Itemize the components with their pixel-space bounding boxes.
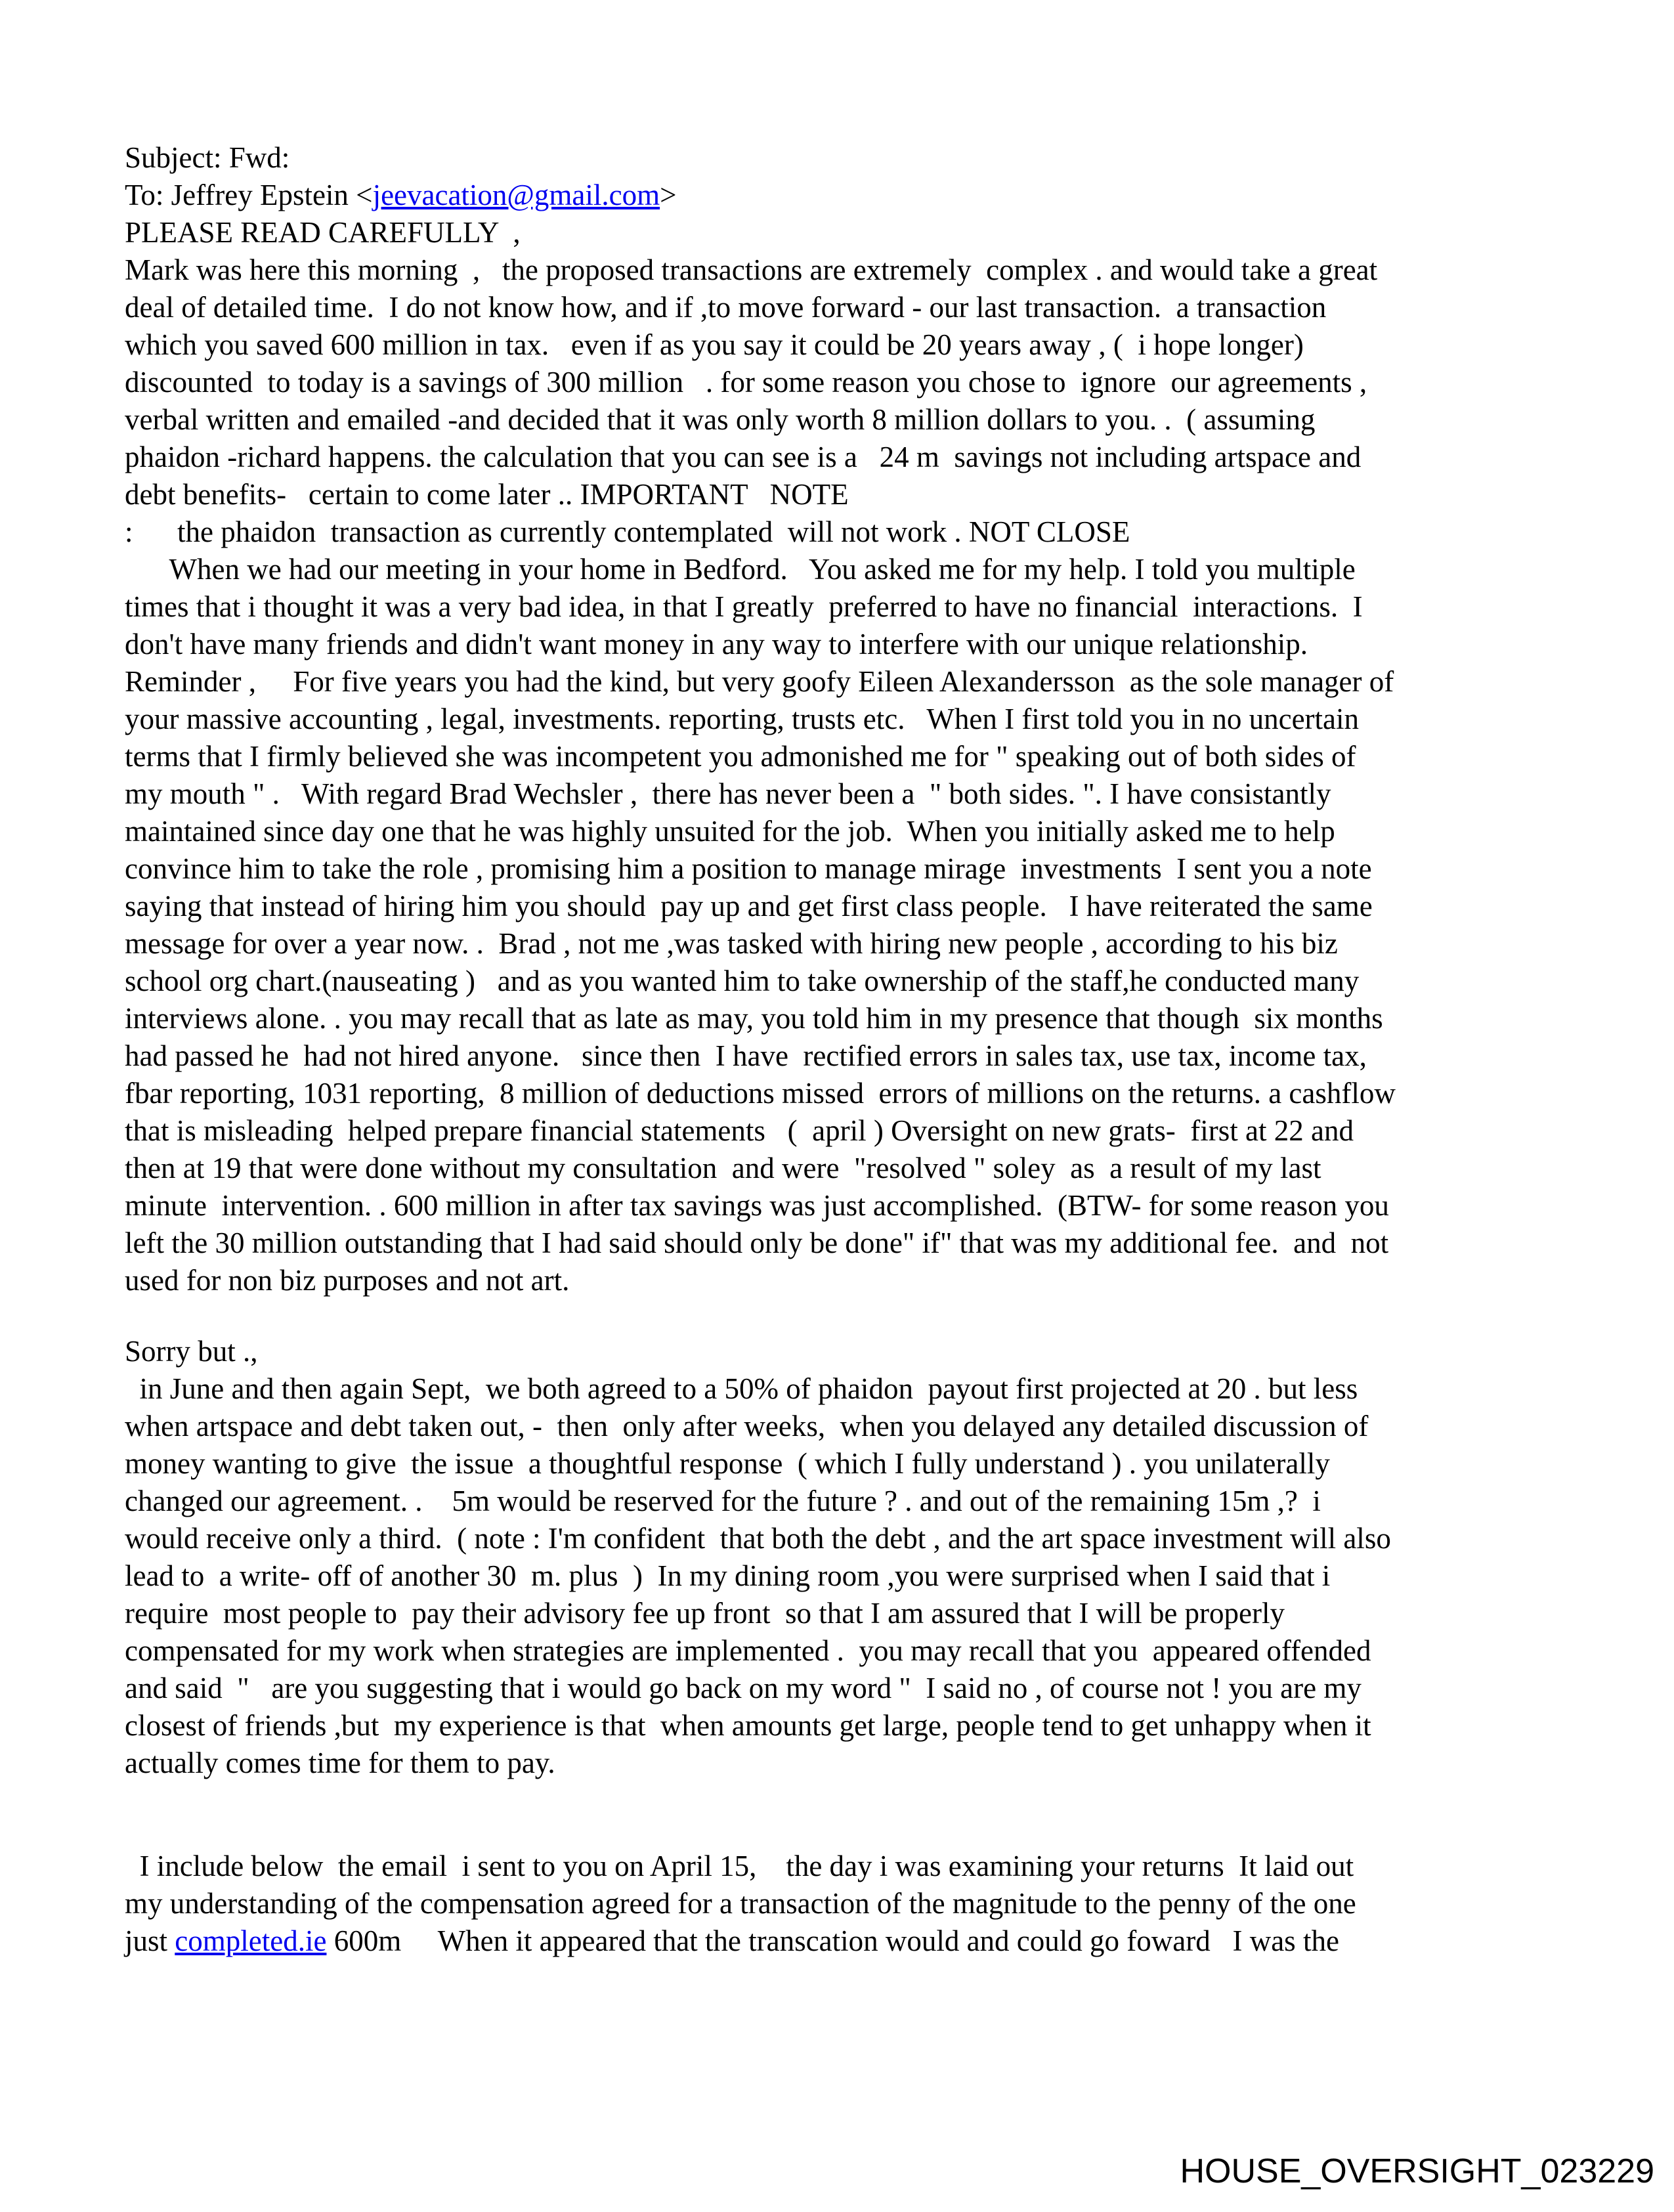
text-line: and said " are you suggesting that i would go back on my word " I said no , of course not ! you are my: [125, 1672, 1362, 1704]
read-carefully-line: PLEASE READ CAREFULLY ,: [125, 216, 521, 249]
to-label: To: Jeffrey Epstein <: [125, 179, 373, 211]
paragraph-2: [125, 1370, 1658, 1782]
text-line: when artspace and debt taken out, - then only after weeks, when you delayed any detailed discussion of: [125, 1410, 1369, 1442]
subject-line: Subject: Fwd:: [125, 141, 290, 174]
text-line: that is misleading helped prepare financial statements ( april ) Oversight on new grats- first at 22 and: [125, 1114, 1354, 1147]
text-line: When we had our meeting in your home in Bedford. You asked me for my help. I told you multiple: [125, 553, 1356, 586]
text-line: money wanting to give the issue a thoughtful response ( which I fully understand ) . you unilaterally: [125, 1447, 1330, 1480]
text-line: Mark was here this morning , the proposed transactions are extremely complex . and would take a great: [125, 253, 1378, 286]
text-line: deal of detailed time. I do not know how, and if ,to move forward - our last transaction. a transaction: [125, 291, 1327, 324]
sorry-heading-line: Sorry but .,: [125, 1335, 258, 1368]
text-line: message for over a year now. . Brad , not me ,was tasked with hiring new people , according to his biz: [125, 927, 1338, 960]
text-line: fbar reporting, 1031 reporting, 8 million of deductions missed errors of millions on the returns. a cashflow: [125, 1077, 1396, 1110]
text-line: : the phaidon transaction as currently contemplated will not work . NOT CLOSE: [125, 515, 1130, 548]
link-prefix-text: just: [125, 1924, 175, 1957]
text-line: maintained since day one that he was highly unsuited for the job. When you initially asked me to help: [125, 815, 1335, 848]
text-line: convince him to take the role , promising him a position to manage mirage investments I sent you a note: [125, 852, 1372, 885]
text-line: times that i thought it was a very bad idea, in that I greatly preferred to have no financial interactions. I: [125, 590, 1363, 623]
text-line: left the 30 million outstanding that I had said should only be done" if" that was my additional fee. and not: [125, 1226, 1389, 1259]
text-line: school org chart.(nauseating ) and as you wanted him to take ownership of the staff,he conducted many: [125, 965, 1360, 997]
text-line: interviews alone. . you may recall that as late as may, you told him in my presence that though six months: [125, 1002, 1383, 1035]
text-line: debt benefits- certain to come later .. IMPORTANT NOTE: [125, 478, 849, 511]
paragraph-3-line-2: my understanding of the compensation agreed for a transaction of the magnitude to the penny of the one: [125, 1887, 1356, 1920]
text-line: your massive accounting , legal, investments. reporting, trusts etc. When I first told you in no uncertain: [125, 703, 1360, 735]
to-line: [125, 177, 1658, 214]
text-line: my mouth " . With regard Brad Wechsler , there has never been a " both sides. ". I have consistantly: [125, 777, 1331, 810]
text-line: verbal written and emailed -and decided that it was only worth 8 million dollars to you. . ( assuming: [125, 403, 1316, 436]
text-line: would receive only a third. ( note : I'm confident that both the debt , and the art space investment will also: [125, 1522, 1391, 1555]
text-line: don't have many friends and didn't want money in any way to interfere with our unique relationship.: [125, 628, 1308, 661]
text-line: lead to a write- off of another 30 m. plus ) In my dining room ,you were surprised when I said that i: [125, 1559, 1331, 1592]
text-line: saying that instead of hiring him you should pay up and get first class people. I have reiterated the same: [125, 890, 1373, 922]
text-line: changed our agreement. . 5m would be reserved for the future ? . and out of the remaining 15m ,? i: [125, 1485, 1321, 1517]
text-line: discounted to today is a savings of 300 million . for some reason you chose to ignore our agreements ,: [125, 366, 1367, 399]
text-line: phaidon -richard happens. the calculation that you can see is a 24 m savings not including artspace and: [125, 441, 1362, 473]
email-document-text: [125, 139, 1658, 1960]
text-line: actually comes time for them to pay.: [125, 1746, 555, 1779]
text-line: in June and then again Sept, we both agreed to a 50% of phaidon payout first projected at 20 . but less: [125, 1372, 1358, 1405]
text-line: closest of friends ,but my experience is that when amounts get large, people tend to get unhappy when it: [125, 1709, 1371, 1742]
recipient-email-link[interactable]: jeevacation@gmail.com: [372, 179, 660, 211]
paragraph-3-line-3: [125, 1922, 1658, 1960]
text-line: had passed he had not hired anyone. since then I have rectified errors in sales tax, use tax, income tax,: [125, 1039, 1367, 1072]
text-line: which you saved 600 million in tax. even if as you say it could be 20 years away , ( i hope longer): [125, 328, 1304, 361]
text-line: then at 19 that were done without my consultation and were "resolved " soley as a result of my last: [125, 1152, 1321, 1184]
text-line: Reminder , For five years you had the kind, but very goofy Eileen Alexandersson as the sole manager of: [125, 665, 1394, 698]
text-line: used for non biz purposes and not art.: [125, 1264, 570, 1297]
bates-number: HOUSE_OVERSIGHT_023229: [1180, 2152, 1654, 2190]
link-suffix-text: 600m When it appeared that the transcation would and could go foward I was the: [326, 1924, 1339, 1957]
text-line: compensated for my work when strategies are implemented . you may recall that you appeared offended: [125, 1634, 1371, 1667]
paragraph-1: [125, 251, 1658, 1299]
text-line: terms that I firmly believed she was incompetent you admonished me for " speaking out of both sides of: [125, 740, 1356, 773]
text-line: require most people to pay their advisory fee up front so that I am assured that I will be properly: [125, 1597, 1285, 1630]
text-line: minute intervention. . 600 million in after tax savings was just accomplished. (BTW- for some reason you: [125, 1189, 1389, 1222]
paragraph-3-line-1: I include below the email i sent to you on April 15, the day i was examining your returns It laid out: [125, 1850, 1354, 1882]
completed-ie-link[interactable]: completed.ie: [175, 1924, 327, 1957]
to-suffix: >: [660, 179, 677, 211]
